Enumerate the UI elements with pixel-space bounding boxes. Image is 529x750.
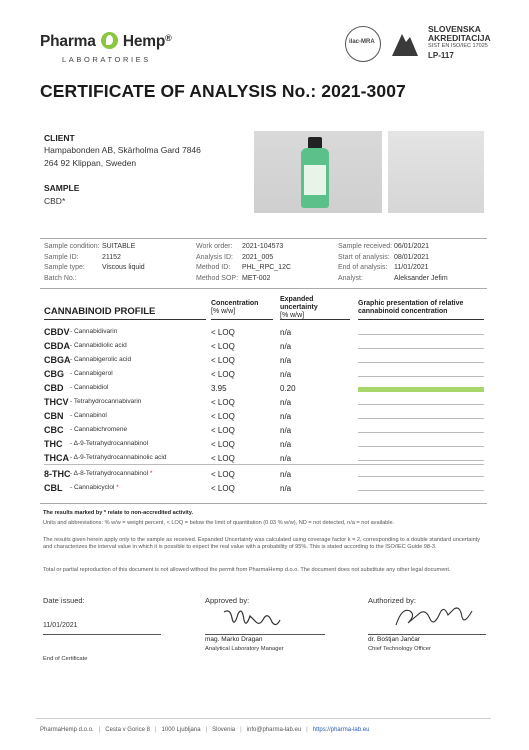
concentration-line — [358, 418, 484, 419]
concentration-value: < LOQ — [211, 370, 235, 379]
concentration-line — [358, 404, 484, 405]
ilac-mra-text: ilac-MRA — [349, 39, 375, 45]
cannabinoid-name-text: - Δ-8-Tetrahydrocannabinol — [70, 470, 149, 477]
analyst-value: Aleksander Jefim — [394, 274, 448, 282]
cannabinoid-name — [70, 356, 131, 363]
cannabinoid-name — [70, 328, 117, 335]
col-conc-1: Concentration — [211, 300, 259, 307]
concentration-value: < LOQ — [211, 356, 235, 365]
company-logo — [40, 32, 172, 51]
concentration-value: < LOQ — [211, 426, 235, 435]
cannabinoid-name-text: - Δ-9-Tetrahydrocannabinolic acid — [70, 454, 167, 461]
header-underline — [44, 319, 206, 320]
client-address — [44, 144, 201, 170]
info-label: Sample ID: — [44, 253, 79, 261]
info-label: Sample received: — [338, 243, 393, 250]
sample-photo — [254, 131, 382, 213]
table-row — [44, 411, 484, 423]
sample-type-value: Viscous liquid — [102, 264, 145, 271]
cannabinoid-name-text: - Cannabicyclol — [70, 484, 115, 491]
approved-name: mag. Marko Dragan — [205, 636, 263, 643]
cannabinoid-name — [70, 370, 113, 377]
signature-line — [205, 634, 325, 635]
uncertainty-value: 0.20 — [280, 384, 296, 393]
uncertainty-value: n/a — [280, 484, 292, 493]
footer-city: 1000 Ljubljana — [161, 727, 201, 733]
slovenska-akreditacija-mountain-icon — [390, 28, 420, 58]
method-id-value: PHL_RPC_12C — [242, 264, 292, 271]
concentration-value: < LOQ — [211, 398, 235, 407]
end-of-certificate: End of Certificate — [43, 656, 88, 662]
sample-photo-secondary — [388, 131, 484, 213]
non-accredited-mark: * — [149, 470, 153, 477]
uncertainty-value: n/a — [280, 342, 292, 351]
uncertainty-value: n/a — [280, 412, 292, 421]
cannabinoid-name-text: - Tetrahydrocannabivarin — [70, 398, 142, 405]
client-label: CLIENT — [44, 133, 75, 143]
start-analysis-value: 08/01/2021 — [394, 253, 430, 261]
col-graph-1: Graphic presentation of relative — [358, 300, 464, 307]
note-uncertainty: The results given herein apply only to the sample as received. Expanded Uncertainty was calculated using coverage factor k = 2, corresponding to a double standard uncertainty and characterizes the interval value in which it is possible to expect the real value with a probability of 95%. This is stated according to the ISO/IEC Guide 98-3. — [43, 537, 481, 551]
info-label: Method ID: — [196, 264, 231, 271]
concentration-value: < LOQ — [211, 484, 235, 493]
authorized-by-label: Authorized by: — [368, 596, 416, 605]
concentration-line — [358, 362, 484, 363]
table-row — [44, 439, 484, 451]
concentration-value: < LOQ — [211, 454, 235, 463]
col-unc-1: Expanded — [280, 296, 314, 303]
graph-column-header — [358, 300, 463, 316]
table-separator — [44, 464, 484, 465]
info-label: Analyst: — [338, 274, 363, 282]
uncertainty-value: n/a — [280, 454, 292, 463]
divider — [40, 238, 487, 239]
cannabinoid-abbr: THCV — [44, 397, 69, 407]
work-order-value: 2021-104573 — [242, 243, 284, 250]
cannabinoid-abbr: 8-THC — [44, 469, 71, 479]
cannabinoid-name-text: - Cannabidiolic acid — [70, 342, 127, 349]
cannabinoid-abbr: CBC — [44, 425, 64, 435]
cannabinoid-name — [70, 342, 127, 349]
uncertainty-value: n/a — [280, 426, 292, 435]
cannabinoid-name-text: - Cannabigerol — [70, 370, 113, 377]
authorized-name: dr. Boštjan Jančar — [368, 636, 421, 643]
accreditation-title — [428, 25, 491, 43]
concentration-value: < LOQ — [211, 440, 235, 449]
certificate-title: CERTIFICATE OF ANALYSIS No.: 2021-3007 — [40, 81, 406, 101]
footer-country: Slovenia — [212, 727, 236, 733]
table-row — [44, 327, 484, 339]
cannabinoid-name — [70, 454, 166, 461]
footer-url-link[interactable]: https://pharma-lab.eu — [312, 727, 370, 733]
cannabinoid-name-text: - Cannabidiol — [70, 384, 109, 391]
cannabinoid-name-text: - Cannabichromene — [70, 426, 128, 433]
accreditation-title-line2: AKREDITACIJA — [428, 33, 491, 43]
cannabinoid-name — [70, 412, 107, 419]
concentration-value: < LOQ — [211, 470, 235, 479]
client-line1: Hampabonden AB, Skärholma Gard 7846 — [44, 145, 201, 155]
concentration-value: < LOQ — [211, 342, 235, 351]
hemp-leaf-icon — [101, 32, 118, 49]
approved-signature — [220, 604, 300, 632]
cannabinoid-name-text: - Cannabinol — [70, 412, 107, 419]
table-row — [44, 425, 484, 437]
info-label: End of analysis: — [338, 264, 388, 271]
sample-condition-value: SUITABLE — [102, 243, 136, 250]
note-reproduction: Total or partial reproduction of this document is not allowed without the permit from PharmaHemp d.o.o. The document does not substitute any other legal document. — [43, 567, 451, 573]
col-unc-2: uncertainty — [280, 304, 318, 311]
info-label: Analysis ID: — [196, 253, 233, 261]
signature-line — [43, 634, 161, 635]
header-underline — [280, 319, 350, 320]
cannabinoid-abbr: CBL — [44, 483, 63, 493]
logo-text-right: Hemp — [122, 33, 166, 50]
info-label: Sample type: — [44, 264, 85, 271]
date-issued-value: 11/01/2021 — [43, 622, 78, 629]
uncertainty-value: n/a — [280, 398, 292, 407]
cannabinoid-abbr: CBDV — [44, 327, 70, 337]
concentration-line — [358, 490, 484, 491]
cannabinoid-abbr: CBG — [44, 369, 64, 379]
signature-line — [368, 634, 486, 635]
col-graph-2: cannabinoid concentration — [358, 308, 448, 315]
uncertainty-value: n/a — [280, 440, 292, 449]
accreditation-title-line1: SLOVENSKA — [428, 24, 481, 34]
cannabinoid-name-text: - Cannabigerolic acid — [70, 356, 132, 363]
cannabinoid-name-text: - Cannabidivarin — [70, 328, 118, 335]
accreditation-standard: SIST EN ISO/IEC 17025 — [428, 43, 488, 49]
registered-mark: ® — [165, 33, 172, 43]
table-row — [44, 483, 484, 495]
authorized-signature — [390, 601, 480, 631]
authorized-role: Chief Technology Officer — [368, 646, 431, 652]
divider — [40, 288, 487, 289]
cannabinoid-abbr: CBGA — [44, 355, 71, 365]
cannabinoid-name — [70, 484, 119, 491]
cannabinoid-abbr: CBN — [44, 411, 64, 421]
note-abbreviations: Units and abbreviations: % w/w = weight percent, < LOQ = below the limit of quantitation (0.03 % w/w), ND = not detected, n/a = not available. — [43, 520, 395, 526]
footer-divider — [36, 718, 491, 719]
uncertainty-value: n/a — [280, 370, 292, 379]
method-sop-value: MET-002 — [242, 274, 271, 282]
info-col1 — [44, 242, 145, 284]
accreditation-number: LP-117 — [428, 51, 454, 60]
cannabinoid-abbr: CBDA — [44, 341, 70, 351]
concentration-value: < LOQ — [211, 412, 235, 421]
table-row — [44, 383, 484, 395]
info-col2 — [196, 242, 291, 284]
note-accredited-text: The results marked by * relate to non-accredited activity. — [43, 510, 194, 516]
table-row — [44, 397, 484, 409]
sample-received-value: 06/01/2021 — [394, 243, 430, 250]
uncertainty-value: n/a — [280, 328, 292, 337]
cannabinoid-profile-title: CANNABINOID PROFILE — [44, 306, 156, 317]
cannabinoid-name — [70, 470, 152, 477]
sample-label: SAMPLE — [44, 183, 80, 193]
info-label: Start of analysis: — [338, 253, 390, 261]
cannabinoid-name — [70, 426, 127, 433]
uncertainty-value: n/a — [280, 470, 292, 479]
footer-company: PharmaHemp d.o.o. — [40, 727, 94, 733]
logo-text-left: Pharma — [40, 33, 96, 50]
uncertainty-value: n/a — [280, 356, 292, 365]
info-label: Sample condition: — [44, 243, 100, 250]
info-col3 — [338, 242, 448, 284]
analysis-id-value: 2021_005 — [242, 253, 274, 261]
date-issued-label: Date issued: — [43, 596, 85, 605]
bottle-label — [304, 165, 326, 195]
concentration-line — [358, 432, 484, 433]
col-unc-3: [% w/w] — [280, 312, 305, 319]
cannabinoid-name — [70, 384, 108, 391]
header-underline — [358, 319, 484, 320]
concentration-line — [358, 460, 484, 461]
cannabinoid-name — [70, 440, 148, 447]
note-accredited — [43, 510, 483, 517]
footer-street: Cesta v Gorice 8 — [105, 727, 150, 733]
cannabinoid-abbr: THCA — [44, 453, 69, 463]
table-row — [44, 355, 484, 367]
end-analysis-value: 11/01/2021 — [394, 264, 429, 271]
concentration-line — [358, 476, 484, 477]
footer-email[interactable]: info@pharma-lab.eu — [246, 727, 302, 733]
uncertainty-column-header — [280, 296, 318, 320]
table-row — [44, 369, 484, 381]
col-conc-2: [% w/w] — [211, 308, 236, 315]
info-label: Work order: — [196, 243, 233, 250]
approved-role: Analytical Laboratory Manager — [205, 646, 284, 652]
footer: PharmaHemp d.o.o. | Cesta v Gorice 8 | 1000 Ljubljana | Slovenia | info@pharma-lab.eu | https://pharma-lab.eu — [40, 727, 370, 733]
info-label: Method SOP: — [196, 274, 239, 282]
concentration-line — [358, 376, 484, 377]
sample-value: CBD* — [44, 196, 66, 206]
client-line2: 264 92 Klippan, Sweden — [44, 158, 137, 168]
cannabinoid-name-text: - Δ-9-Tetrahydrocannabinol — [70, 440, 149, 447]
concentration-value: 3.95 — [211, 384, 227, 393]
concentration-value: < LOQ — [211, 328, 235, 337]
table-row — [44, 469, 484, 481]
concentration-line — [358, 348, 484, 349]
sample-id-value: 21152 — [102, 253, 121, 261]
cannabinoid-name — [70, 398, 141, 405]
concentration-line — [358, 334, 484, 335]
cannabinoid-abbr: CBD — [44, 383, 64, 393]
non-accredited-mark: * — [116, 484, 119, 491]
approved-by-label: Approved by: — [205, 596, 250, 605]
concentration-bar — [358, 387, 484, 392]
logo-subtitle: LABORATORIES — [62, 55, 151, 64]
header-underline — [211, 319, 273, 320]
divider — [40, 503, 487, 504]
concentration-column-header — [211, 300, 258, 316]
concentration-line — [358, 446, 484, 447]
cannabinoid-abbr: THC — [44, 439, 63, 449]
table-row — [44, 341, 484, 353]
info-label: Batch No.: — [44, 274, 77, 282]
